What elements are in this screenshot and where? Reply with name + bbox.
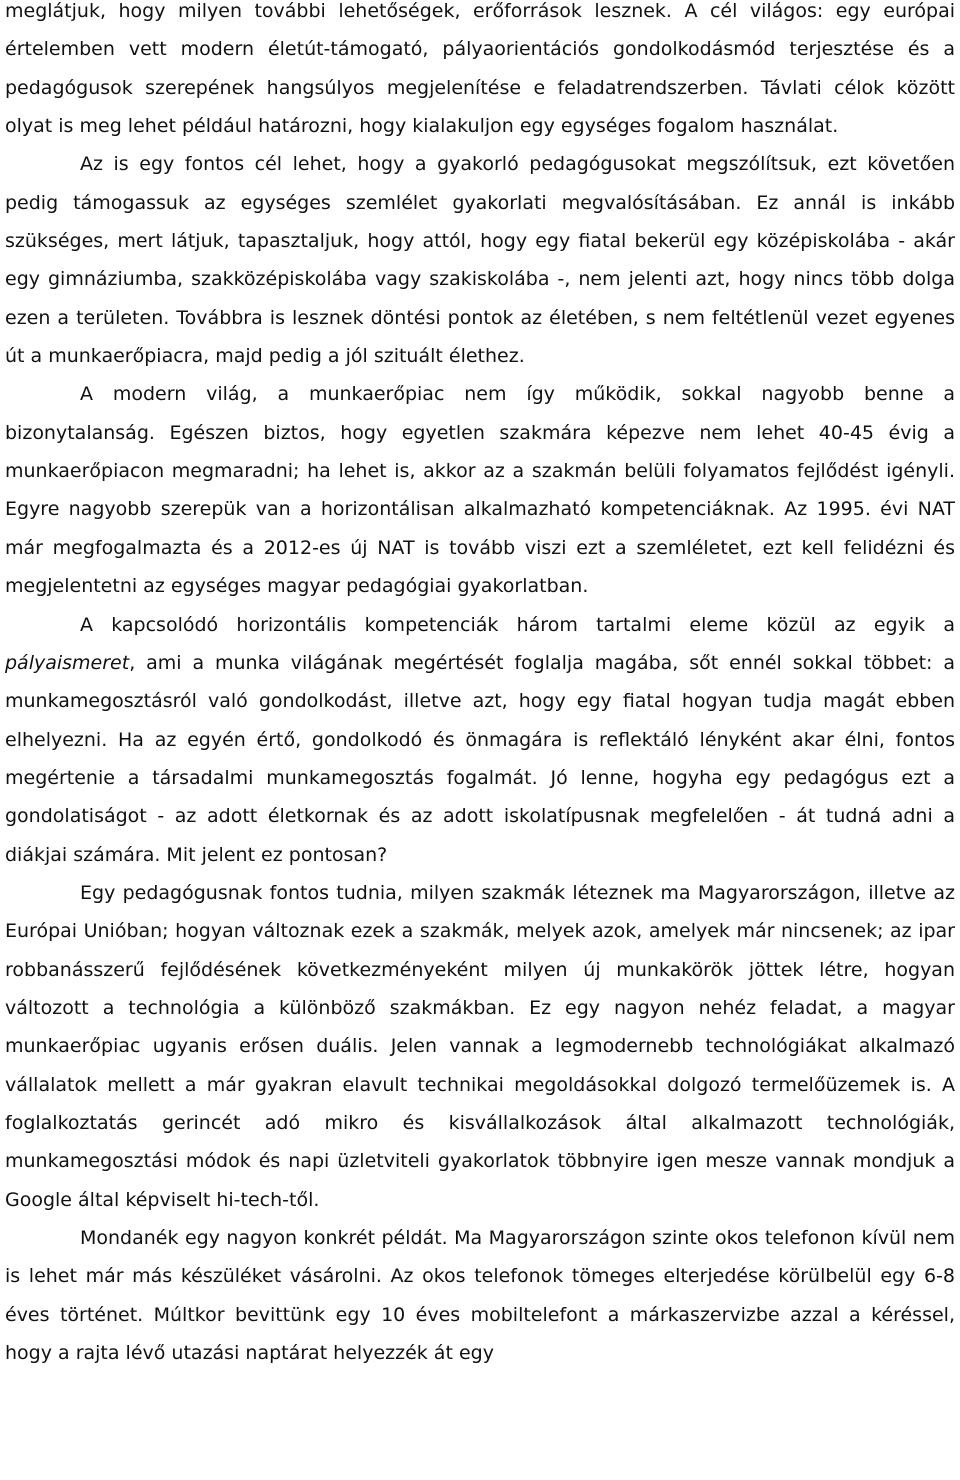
paragraph-6-text: Mondanék egy nagyon konkrét példát. Ma Magyarországon szinte okos telefonon kívül nem is lehet már más készüléket vásárolni. Az okos telefonok tömeges elterjedése körülbelül egy 6-8 éves történet. Múltkor bevittünk egy 10 éves mobiltelefont a márkaszervizbe azzal a kéréssel, hogy a rajta lévő utazási naptárat helyezzék át egy	[5, 1227, 955, 1365]
paragraph-4-text-rest: , ami a munka világának megértését foglalja magába, sőt ennél sokkal többet: a munkamegosztásról való gondolkodást, illetve azt, hogy egy fiatal hogyan tudja magát ebben elhelyezni. Ha az egyén értő, gondolkodó és önmagára is reflektáló lényként akar élni, fontos megértenie a társadalmi munkamegosztás fogalmát. Jó lenne, hogyha egy pedagógus ezt a gondolatiságot - az adott életkornak és az adott iskolatípusnak megfelelően - át tudná adni a diákjai számára. Mit jelent ez pontosan?	[5, 651, 955, 866]
paragraph-1-text: meglátjuk, hogy milyen további lehetőségek, erőforrások lesznek. A cél világos: egy európai értelemben vett modern életút-támogató, pályaorientációs gondolkodásmód terjesztése és a pedagógusok szerepének hangsúlyos megjelenítése e feladatrendszerben. Távlati célok között olyat is meg lehet például határozni, hogy kialakuljon egy egységes fogalom használat.	[5, 0, 955, 138]
paragraph-4-italic-term: pályaismeret	[5, 651, 130, 674]
paragraph-3-text: A modern világ, a munkaerőpiac nem így működik, sokkal nagyobb benne a bizonytalanság. Egészen biztos, hogy egyetlen szakmára képezve nem lehet 40-45 évig a munkaerőpiacon megmaradni; ha lehet is, akkor az a szakmán belüli folyamatos fejlődést igényli. Egyre nagyobb szerepük van a horizontálisan alkalmazható kompetenciáknak. Az 1995. évi NAT már megfogalmazta és a 2012-es új NAT is tovább viszi ezt a szemléletet, ezt kell felidézni és megjelentetni az egységes magyar pedagógiai gyakorlatban.	[5, 383, 955, 598]
paragraph-4	[5, 606, 955, 874]
paragraph-4-text-start: A kapcsolódó horizontális kompetenciák három tartalmi eleme közül az egyik a	[80, 613, 955, 636]
paragraph-5-text: Egy pedagógusnak fontos tudnia, milyen szakmák léteznek ma Magyarországon, illetve az Európai Unióban; hogyan változnak ezek a szakmák, melyek azok, amelyek már nincsenek; az ipar robbanásszerű fejlődésének következményeként milyen új munkakörök jöttek létre, hogyan változott a technológia a különböző szakmákban. Ez egy nagyon nehéz feladat, a magyar munkaerőpiac ugyanis erősen duális. Jelen vannak a legmodernebb technológiákat alkalmazó vállalatok mellett a már gyakran elavult technikai megoldásokkal dolgozó termelőüzemek is. A foglalkoztatás gerincét adó mikro és kisvállalkozások által alkalmazott technológiák, munkamegosztási módok és napi üzletviteli gyakorlatok többnyire igen mesze vannak mondjuk a Google által képviselt hi-tech-től.	[5, 881, 955, 1211]
document-page	[5, 0, 955, 1372]
paragraph-2	[5, 145, 955, 375]
paragraph-6	[5, 1219, 955, 1372]
paragraph-1	[5, 0, 955, 145]
paragraph-2-text: Az is egy fontos cél lehet, hogy a gyakorló pedagógusokat megszólítsuk, ezt követően pedig támogassuk az egységes szemlélet gyakorlati megvalósításában. Ez annál is inkább szükséges, mert látjuk, tapasztaljuk, hogy attól, hogy egy fiatal bekerül egy középiskolába - akár egy gimnáziumba, szakközépiskolába vagy szakiskolába -, nem jelenti azt, hogy nincs több dolga ezen a területen. Továbbra is lesznek döntési pontok az életében, s nem feltétlenül vezet egyenes út a munkaerőpiacra, majd pedig a jól szituált élethez.	[5, 153, 955, 368]
paragraph-5	[5, 874, 955, 1219]
paragraph-3	[5, 375, 955, 605]
